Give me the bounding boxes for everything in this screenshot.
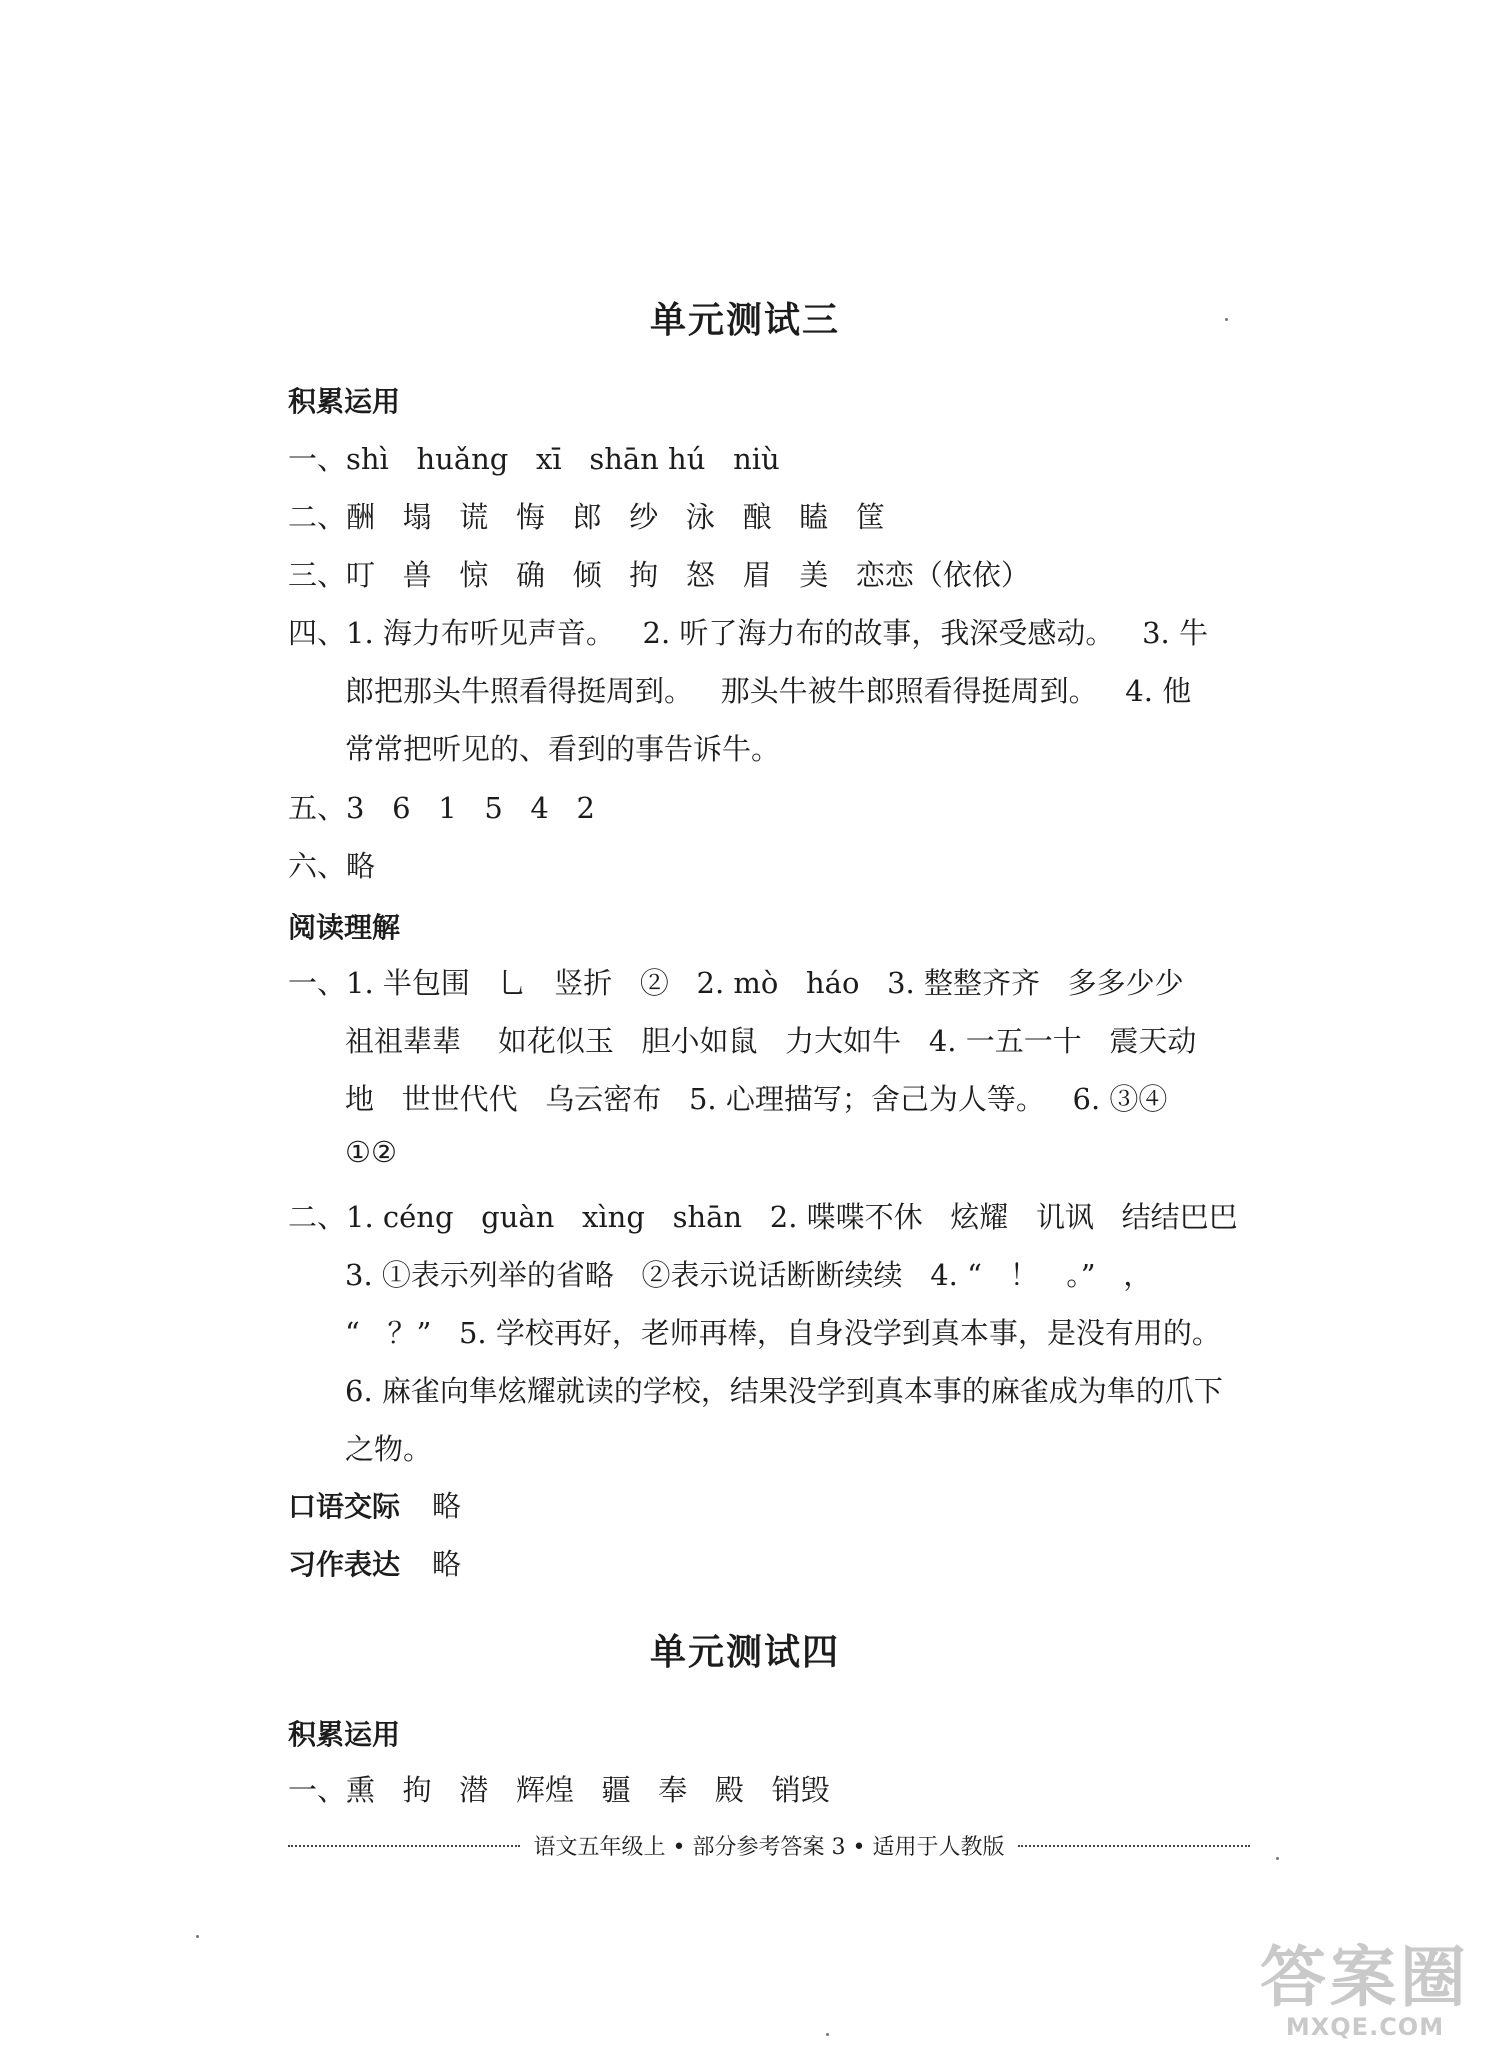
unit3-read-line-1: 一、1. 半包围 乚 竖折 ② 2. mò háo 3. 整整齐齐 多多少少 — [288, 966, 1184, 1000]
unit3-oral-heading: 口语交际 — [288, 1490, 401, 1523]
scan-speck — [1276, 1857, 1279, 1860]
footer-divider-right — [1018, 1845, 1250, 1847]
unit3-read-line-7: “ ？” 5. 学校再好，老师再棒，自身没学到真本事，是没有用的。 — [345, 1316, 1221, 1350]
scan-speck — [826, 2033, 829, 2036]
unit4-title: 单元测试四 — [649, 1632, 840, 1673]
scan-speck — [196, 1935, 199, 1938]
unit3-read-line-8: 6. 麻雀向隼炫耀就读的学校，结果没学到真本事的麻雀成为隼的爪下 — [345, 1374, 1223, 1408]
unit4-accumulation-heading: 积累运用 — [288, 1718, 401, 1751]
footer-divider-left — [288, 1845, 520, 1847]
unit3-reading-heading: 阅读理解 — [288, 911, 401, 944]
unit3-acc-line-2: 二、酬 塌 谎 悔 郎 纱 泳 酿 瞌 筐 — [288, 500, 885, 534]
watermark — [1260, 1939, 1470, 2041]
unit3-read-line-3: 地 世世代代 乌云密布 5. 心理描写；舍己为人等。 6. ③④ — [345, 1082, 1168, 1116]
unit3-acc-line-3: 三、叮 兽 惊 确 倾 拘 怒 眉 美 恋恋（依依） — [288, 558, 1030, 592]
unit3-oral-answer: 略 — [432, 1489, 462, 1523]
unit3-read-line-2: 祖祖辈辈 如花似玉 胆小如鼠 力大如牛 4. 一五一十 震天动 — [345, 1024, 1197, 1058]
unit3-accumulation-heading: 积累运用 — [288, 385, 401, 418]
unit3-acc-line-1: 一、shì huǎng xī shān hú niù — [288, 442, 780, 476]
unit3-writing-heading: 习作表达 — [288, 1548, 401, 1581]
unit4-acc-line-1: 一、熏 拘 潜 辉煌 疆 奉 殿 销毁 — [288, 1773, 830, 1807]
unit3-acc-line-6: 常常把听见的、看到的事告诉牛。 — [345, 732, 781, 766]
footer-text: 语文五年级上 • 部分参考答案 3 • 适用于人教版 — [533, 1835, 1005, 1860]
unit3-acc-line-8: 六、略 — [288, 849, 376, 883]
unit3-acc-line-4: 四、1. 海力布听见声音。 2. 听了海力布的故事，我深受感动。 3. 牛 — [288, 616, 1208, 650]
unit3-read-line-4: ①② — [345, 1135, 397, 1169]
unit3-read-line-5: 二、1. céng guàn xìng shān 2. 喋喋不休 炫耀 讥讽 结结巴巴 — [288, 1200, 1238, 1234]
watermark-url: MXQE.COM — [1285, 2013, 1445, 2041]
page-footer — [288, 1830, 1250, 1861]
unit3-read-line-6: 3. ①表示列举的省略 ②表示说话断断续续 4. “ ！ 。” ， — [345, 1258, 1153, 1292]
scan-speck — [1225, 318, 1228, 321]
unit3-writing-answer: 略 — [432, 1547, 462, 1581]
unit3-title: 单元测试三 — [649, 300, 840, 341]
unit3-read-line-9: 之物。 — [345, 1432, 433, 1466]
watermark-logo: 答案圈 — [1260, 1939, 1470, 2016]
unit3-acc-line-5: 郎把那头牛照看得挺周到。 那头牛被牛郎照看得挺周到。 4. 他 — [345, 674, 1192, 708]
unit3-acc-line-7: 五、3 6 1 5 4 2 — [288, 791, 595, 825]
